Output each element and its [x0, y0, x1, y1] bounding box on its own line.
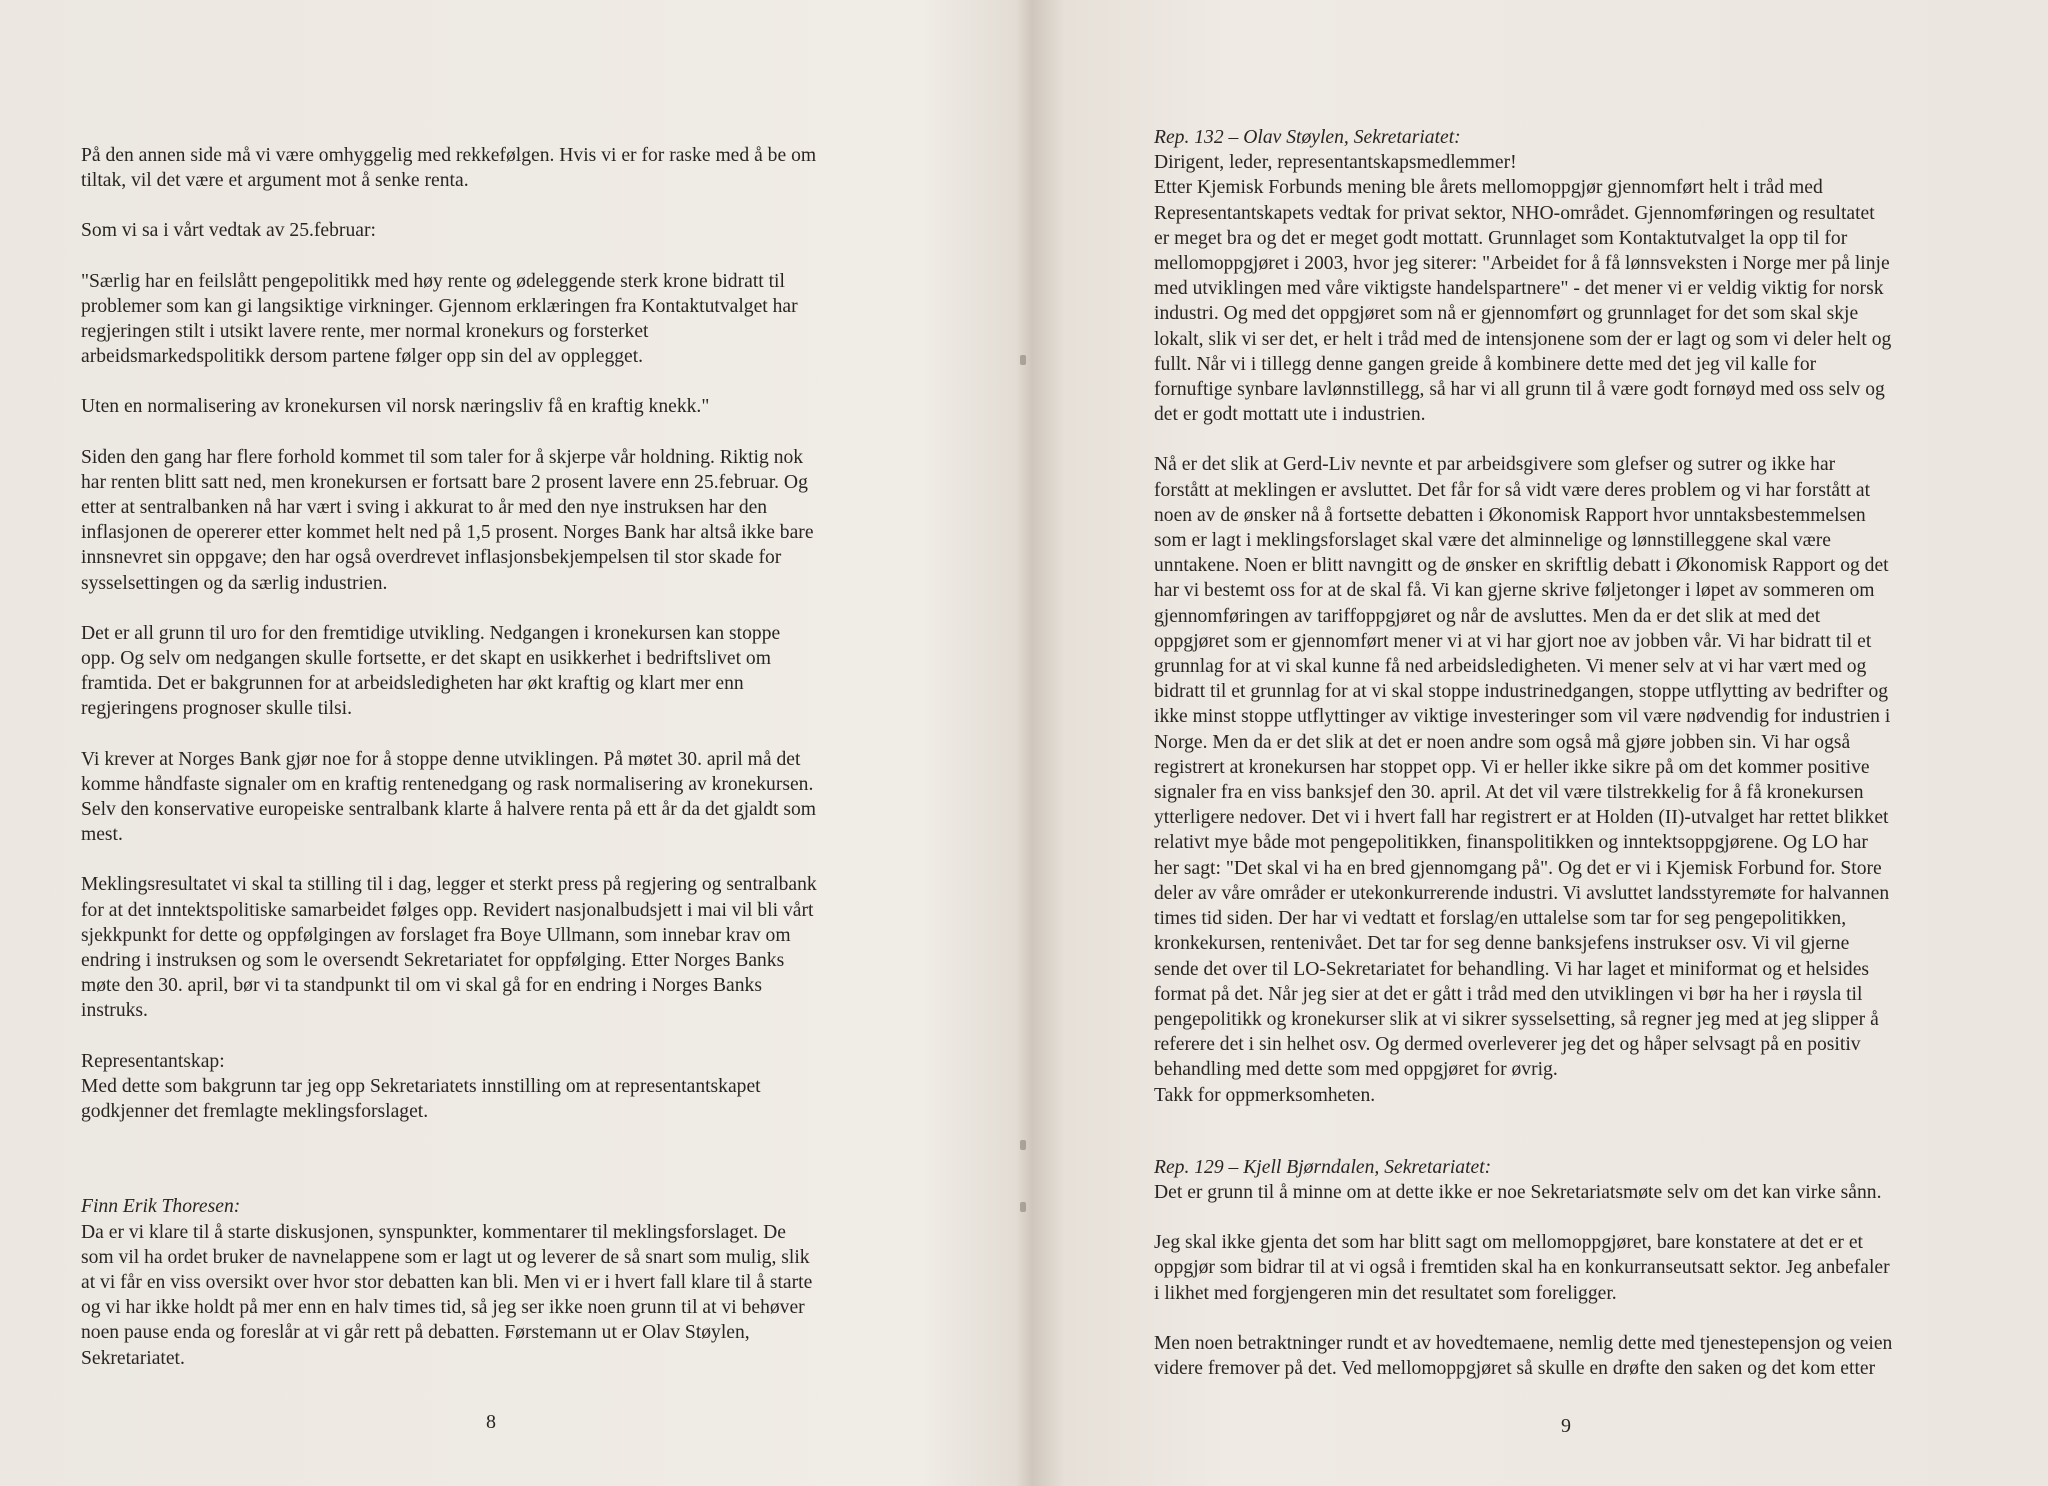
speaker-text: Men noen betraktninger rundt et av hovedtemaene, nemlig dette med tjenestepensjon og veien videre fremover på det. Ved mellomoppgjøret så skulle en drøfte den saken og det kom etter [1154, 1332, 1893, 1379]
left-page [0, 0, 1022, 1486]
speaker-text: Dirigent, leder, representantskapsmedlemmer! Etter Kjemisk Forbunds mening ble årets mellomoppgjør gjennomført helt i tråd med Representantskapets vedtak for privat sektor, NHO-området. Gjennomføringen og resultatet er meget bra og det er meget godt mottatt. Grunnlaget som Kontaktutvalget la opp til for mellomoppgjøret i 2003, hvor jeg siterer: "Arbeidet for å få lønnsveksten i Norge mer på linje med utviklingen med våre viktigste handelspartnere" - det mener vi er veldig viktig for norsk industri. Og med det oppgjøret som nå er gjennomført og grunnlaget for det som skal skje lokalt, slik vi ser det, er helt i tråd med de intensjonene som der er lagt og som vi deler helt og fullt. Når vi i tillegg denne gangen greide å kombinere dette med det jeg vil kalle for fornuftige synbare lavlønnstillegg, så har vi all grunn til å være godt fornøyd med oss selv og det er godt mottatt ute i industrien. [1154, 152, 1892, 426]
paragraph: På den annen side må vi være omhyggelig med rekkefølgen. Hvis vi er for raske med å be om tiltak, vil det være et argument mot å senke renta. [81, 145, 817, 192]
paragraph: Med dette som bakgrunn tar jeg opp Sekretariatets innstilling om at representantskapet godkjenner det fremlagte meklingsforslaget. [81, 1075, 761, 1123]
speaker-name: Rep. 132 – Olav Støylen, Sekretariatet: [1154, 127, 1461, 148]
speaker-text: Det er grunn til å minne om at dette ikke er noe Sekretariatsmøte selv om det kan virke sånn. [1154, 1181, 1882, 1203]
paragraph: Som vi sa i vårt vedtak av 25.februar: [81, 220, 376, 242]
speaker-name: Rep. 129 – Kjell Bjørndalen, Sekretariatet: [1154, 1156, 1492, 1178]
paragraph: Siden den gang har flere forhold kommet til som taler for å skjerpe vår holdning. Riktig nok har renten blitt satt ned, men kronekursen er fortsatt bare 2 prosent lavere enn 25.februar. Og etter at sentralbanken nå har vært i sving i akkurat to år med den nye instruksen har den inflasjonen de opererer etter kommet helt ned på 1,5 prosent. Norges Bank har altså ikke bare innsnevret sin oppgave; den har også overdrevet inflasjonsbekjempelsen til stor skade for sysselsettingen og da særlig industrien. [81, 446, 814, 594]
quote-paragraph: Uten en normalisering av kronekursen vil norsk næringsliv få en kraftig knekk." [81, 396, 710, 418]
paragraph: Vi krever at Norges Bank gjør noe for å stoppe denne utviklingen. På møtet 30. april må det komme håndfaste signaler om en kraftig rentenedgang og rask normalisering av kronekursen. Selv den konservative europeiske sentralbank klarte å halvere renta på ett år da det gjaldt som mest. [81, 748, 817, 846]
speaker-text: Jeg skal ikke gjenta det som har blitt sagt om mellomoppgjøret, bare konstatere at det er et oppgjør som bidrar til at vi også i fremtiden skal ha en konkurranseutsatt sektor. Jeg anbefaler i likhet med forgjengeren min det resultatet som foreligger. [1154, 1232, 1890, 1304]
speaker-text: Nå er det slik at Gerd-Liv nevnte et par arbeidsgivere som glefser og sutrer og ikke har forstått at meklingen er avsluttet. Det får for så vidt være deres problem og vi har forstått at noen av de ønsker nå å fortsette debatten i Økonomisk Rapport hvor unntaksbestemmelsen som er lagt i meklingsforslaget skal være det alminnelige og lønnstilleggene skal være unntakene. Noen er blitt navngitt og de ønsker en skriftlig debatt i Økonomisk Rapport og det har vi bestemt oss for at de skal få. Vi kan gjerne skrive føljetonger i løpet av sommeren om gjennomføringen av tariffoppgjøret og når de avsluttes. Men da er det slik at med det oppgjøret som er gjennomført mener vi at vi har gjort noe av jobben vår. Vi har bidratt til et grunnlag for at vi skal kunne få ned arbeidsledigheten. Vi mener selv at vi har vært med og bidratt til et grunnlag for at vi skal stoppe industrinedgangen, stoppe utflytting av bedrifter og ikke minst stoppe utflyttinger av viktige investeringer som vil være nødvendig for industrien i Norge. Men da er det slik at det er noen andre som også må gjøre jobben sin. Vi har også registrert at kronekursen har stoppet opp. Vi er heller ikke sikre på om det kommer positive signaler fra en viss banksjef den 30. april. At det vil være tilstrekkelig for å få kronekursen ytterligere nedover. Det vi i hvert fall har registrert er at Holden (II)-utvalget har rettet blikket relativt mye både mot pengepolitikken, finanspolitikken og inntektsoppgjørene. Og LO har her sagt: "Det skal vi ha en bred gjennomgang på". Og det er vi i Kjemisk Forbund for. Store deler av våre områder er utekonkurrerende industri. Vi avsluttet landsstyremøte for halvannen times tid siden. Der har vi vedtatt et forslag/en uttalelse som tar for seg pengepolitikken, kronkekursen, rentenivået. Det tar for seg denne banksjefens instrukser osv. Vi vil gjerne sende det over til LO-Sekretariatet for behandling. Vi har laget et miniformat og et helsides format på det. Når jeg sier at det er gått i tråd med den utviklingen vi bør ha her i røysla til pengepolitikk og kronekurser slik at vi sikrer sysselsetting, så regner jeg med at jeg slipper å referere det i sin helhet osv. Og dermed overleverer jeg det og håper selvsagt på en positiv behandling med dette som med oppgjøret for øvrig. Takk for oppmerksomheten. [1154, 454, 1891, 1106]
paragraph: Meklingsresultatet vi skal ta stilling til i dag, legger et sterkt press på regjering og sentralbank for at det inntektspolitiske samarbeidet følges opp. Revidert nasjonalbudsjett i mai vil bli vårt sjekkpunkt for dette og oppfølgingen av forslaget fra Boye Ullmann, som innebar krav om endring i instruksen og som le oversendt Sekretariatet for oppfølging. Etter Norges Banks møte den 30. april, bør vi ta standpunkt til om vi skal gå for en endring i Norges Banks instruks. [81, 874, 817, 1022]
quote-paragraph: "Særlig har en feilslått pengepolitikk med høy rente og ødeleggende sterk krone bidratt til problemer som kan gi langsiktige virkninger. Gjennom erklæringen fra Kontaktutvalget har regjeringen stilt i utsikt lavere rente, mer normal kronekurs og forsterket arbeidsmarkedspolitikk dersom partene følger opp sin del av opplegget. [81, 270, 798, 368]
speaker-name: Finn Erik Thoresen: [81, 1196, 241, 1218]
left-page-body [81, 143, 946, 1396]
right-page [1026, 0, 2048, 1486]
speaker-text: Da er vi klare til å starte diskusjonen, synspunkter, kommentarer til meklingsforslaget. De som vil ha ordet bruker de navnelappene som er lagt ut og leverer de så snart som mulig, slik at vi får en viss oversikt over hvor stor debatten kan bli. Men vi er i hvert fall klare til å starte og vi har ikke holdt på mer enn en halv times tid, så jeg ser ikke noen grunn til at vi behøver noen pause enda og foreslår at vi går rett på debatten. Førstemann ut er Olav Støylen, Sekretariatet. [81, 1221, 813, 1369]
right-page-body [1154, 125, 2010, 1406]
page-number: 8 [486, 1411, 496, 1433]
section-label: Representantskap: [81, 1050, 225, 1072]
paragraph: Det er all grunn til uro for den fremtidige utvikling. Nedgangen i kronekursen kan stoppe opp. Og selv om nedgangen skulle fortsette, er det skapt en usikkerhet i bedriftslivet om framtida. Det er bakgrunnen for at arbeidsledigheten har økt kraftig og klart mer enn regjeringens prognoser skulle tilsi. [81, 622, 781, 720]
page-number: 9 [1561, 1415, 1571, 1437]
